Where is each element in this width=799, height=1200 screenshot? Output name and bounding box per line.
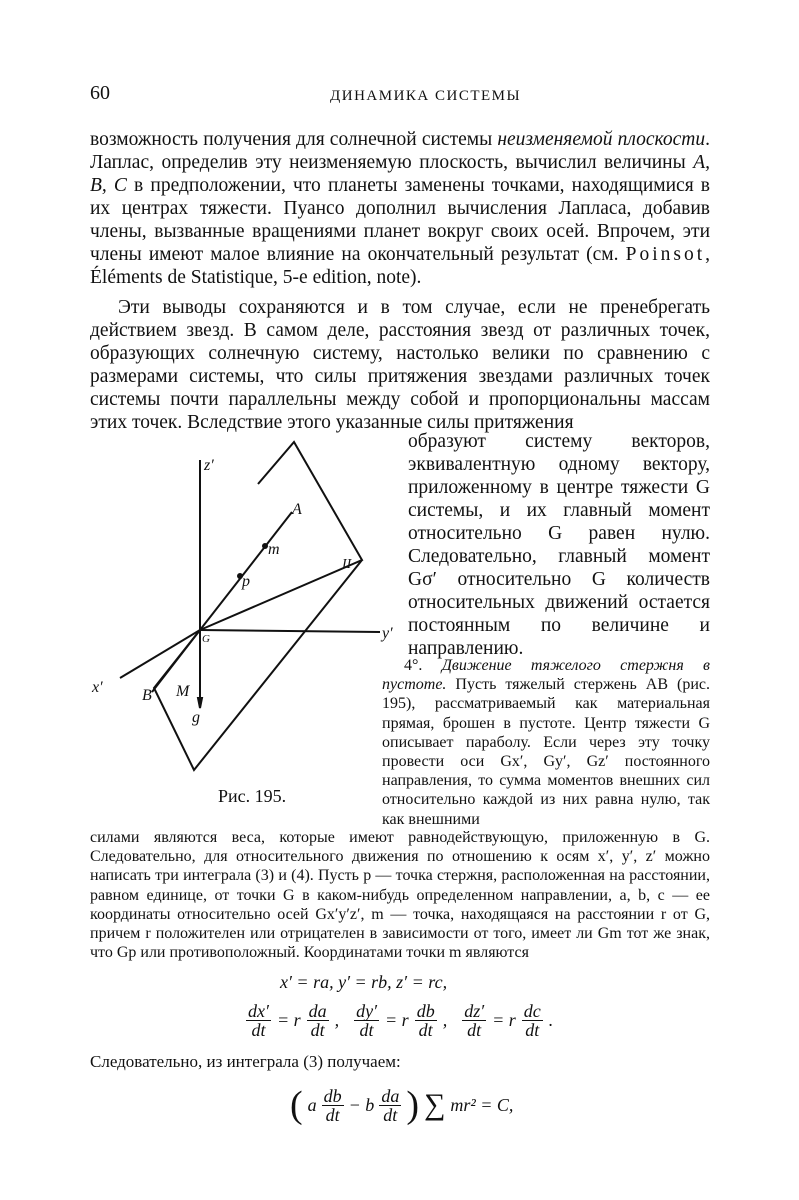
figure-caption: Рис. 195. (218, 786, 287, 806)
section-number: 4°. (404, 657, 442, 674)
section-4-full: силами являются веса, которые имеют равнодействующую, приложенную в G. Следовательно, для относительного движения по отношению к осям x′, y′, z′ можно написать три интеграла (3) и (4). Пусть p — точка стержня, расположенная на расстоянии, равном единице, от точки G в каком-нибудь определенном направлении, a, b, c — ее координаты относительно осей Gx′y′z′, m — точка, находящаяся на расстоянии r от G, причем r положителен или отрицателен в зависимости от того, имеет ли Gm тот же знак, что Gp или противоположный. Координатами точки m являются (90, 829, 710, 962)
axis-y-line (200, 630, 380, 632)
section-4-text-beside: Пусть тяжелый стержень AB (рис. 195), рассматриваемый как материальная прямая, брошен в пустоте. Центр тяжести G описывает параболу. Если через эту точку провести оси Gx′, Gy′, Gz′ постоянного направления, то сумма моментов внешних сил относительно каждой из них равна нулю, так как внешними (382, 676, 710, 828)
label-p: p (242, 573, 250, 590)
plane-upper-edge (200, 442, 362, 630)
paragraph-2-beside-figure: образуют систему векторов, эквивалентную одному вектору, приложенному в центре тяжести G системы, и их главный момент относительно G равен нулю. Следовательно, главный момент Gσ′ относительно G количеств относительных движений остается постоянным по величине и направлению. (408, 431, 710, 659)
section-4-beside (382, 656, 710, 829)
paragraph-2: Эти выводы сохраняются и в том случае, если не пренебрегать действием звезд. В самом деле, расстояния звезд от различных точек, образующих солнечную систему, настолько велики по сравнению с размерами системы, что силы притяжения звездами различных точек системы почти параллельны между собой и пропорциональны массам этих точек. Вследствие этого указанные силы притяжения (90, 297, 710, 433)
p1-text-c: в предположении, что планеты заменены точками, находящимися в их центрах тяжести. Пуансо дополнил вычисления Лапласа, добавив члены, вызванные вращениями планет вокруг своих осей. Впрочем, эти члены имеют малое влияние на окончательный результат (см. (90, 175, 710, 265)
label-z: z′ (204, 457, 214, 474)
p1-author: Poinsot (625, 244, 706, 265)
label-y: y′ (382, 625, 393, 642)
label-B: B (142, 687, 152, 704)
label-M: M (176, 683, 190, 700)
label-g: g (192, 709, 200, 726)
rod-upper (200, 512, 292, 630)
label-II: II (342, 557, 352, 572)
plane-lower-edge (154, 560, 362, 770)
p1-text-a: возможность получения для солнечной системы (90, 129, 498, 150)
lead-text: Следовательно, из интеграла (3) получаем: (90, 1052, 401, 1071)
paragraph-1 (90, 128, 710, 289)
frac-dz-dt: $\frac{dz'}{dt}$ (464, 1001, 485, 1040)
label-G: G (202, 633, 210, 645)
running-title: ДИНАМИКА СИСТЕМЫ (330, 88, 522, 104)
page-number: 60 (90, 82, 110, 104)
p1-text-b: . Лаплас, определив эту неизменяемую плоскость, вычислил величины (90, 129, 710, 173)
frac-dc-dt: $\frac{dc}{dt}$ (523, 1001, 541, 1040)
p1-vars: A, B, C (90, 152, 710, 196)
sum-sign: ∑ (423, 1088, 446, 1121)
p1-text-d: , Éléments de Statistique, 5-e edition, note). (90, 244, 710, 288)
label-m: m (268, 541, 280, 558)
frac-db-dt: $\frac{db}{dt}$ (416, 1001, 435, 1040)
plane-hidden (150, 630, 200, 770)
frac-da-dt-2: $\frac{da}{dt}$ (381, 1085, 400, 1125)
figure-195 (80, 440, 393, 785)
frac-dy-dt: $\frac{dy'}{dt}$ (356, 1001, 378, 1040)
g-arrowhead (198, 698, 202, 708)
label-A: A (292, 501, 302, 518)
label-x: x′ (92, 679, 103, 696)
equation-derivatives: $\frac{dx'}{dt}$ = r $\frac{da}{dt}$ , $\frac{dy'}{dt}$ = r $\frac{db}{dt}$ , $\frac{dz'}{dt}$ = r $\frac{dc}{dt}$ . (248, 1001, 554, 1040)
section-title: Движение тяжелого стержня в пустоте. (382, 657, 710, 694)
axis-x-line (120, 630, 200, 678)
frac-da-dt: $\frac{da}{dt}$ (308, 1001, 327, 1040)
equation-integral: ( a $\frac{db}{dt}$ − b $\frac{da}{dt}$ ) ∑ mr² = C, (290, 1084, 514, 1126)
equation-coordinates: x′ = ra, y′ = rb, z′ = rc, (280, 972, 448, 992)
frac-dx-dt: $\frac{dx'}{dt}$ (248, 1001, 269, 1040)
p1-emphasis: неизменяемой плоскости (497, 129, 706, 150)
frac-db-dt-2: $\frac{db}{dt}$ (323, 1085, 342, 1125)
